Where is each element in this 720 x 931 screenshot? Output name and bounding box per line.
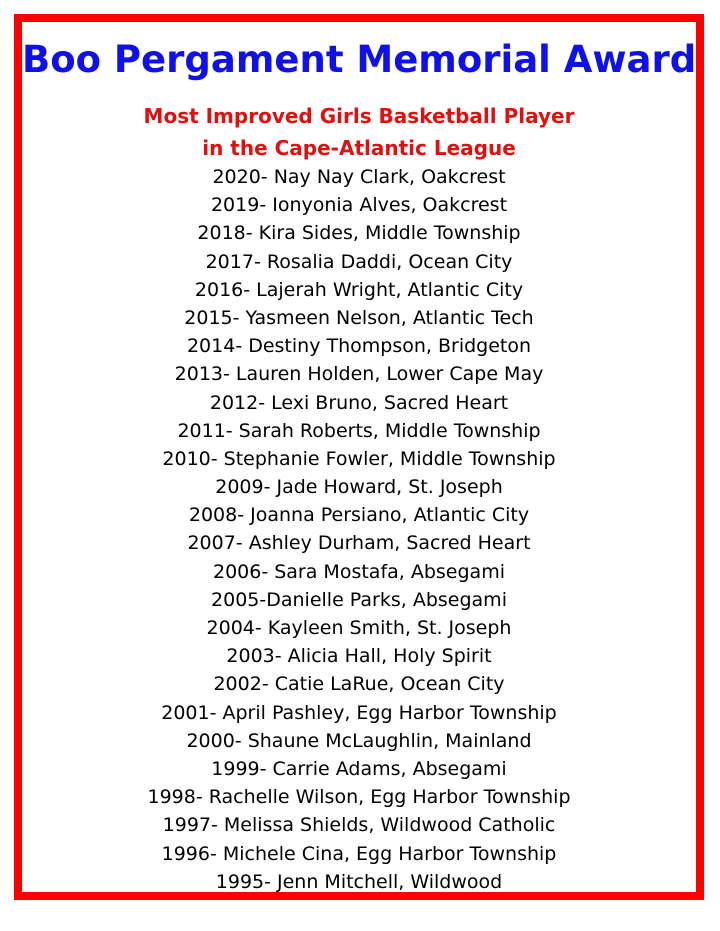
winner-entry: 2015- Yasmeen Nelson, Atlantic Tech [184,306,534,329]
winner-entry: 2014- Destiny Thompson, Bridgeton [186,335,532,358]
winner-entry: 1998- Rachelle Wilson, Egg Harbor Township [147,786,571,809]
winner-entry: 2013- Lauren Holden, Lower Cape May [174,363,544,386]
winner-entry: 2001- April Pashley, Egg Harbor Township [161,701,557,724]
winner-entry: 2010- Stephanie Fowler, Middle Township [162,447,556,470]
winner-entry: 2017- Rosalia Daddi, Ocean City [205,250,513,273]
award-title: Boo Pergament Memorial Award [22,38,697,81]
winner-entry: 1995- Jenn Mitchell, Wildwood [215,870,503,893]
winner-entry: 2002- Catie LaRue, Ocean City [213,673,505,696]
winner-entry: 2020- Nay Nay Clark, Oakcrest [212,166,506,188]
winner-entry: 2019- Ionyonia Alves, Oakcrest [210,194,508,217]
winner-entry: 1997- Melissa Shields, Wildwood Catholic [162,814,556,837]
winner-entry: 2006- Sara Mostafa, Absegami [212,560,505,583]
winner-entry: 2012- Lexi Bruno, Sacred Heart [209,391,509,414]
winner-entry: 2018- Kira Sides, Middle Township [197,222,521,245]
winner-entry: 2007- Ashley Durham, Sacred Heart [187,532,531,555]
winner-entry: 2003- Alicia Hall, Holy Spirit [226,645,492,668]
award-border-frame [14,14,704,900]
winner-entry: 1999- Carrie Adams, Absegami [211,757,507,780]
winner-list [22,163,696,896]
winner-entry: 2000- Shaune McLaughlin, Mainland [186,729,532,752]
winner-entry: 2011- Sarah Roberts, Middle Township [177,419,541,442]
subtitle-line-1: Most Improved Girls Basketball Player [143,104,575,128]
award-subtitle [22,100,696,164]
winner-entry: 2004- Kayleen Smith, St. Joseph [206,617,512,639]
subtitle-line-2: in the Cape-Atlantic League [202,136,516,160]
winner-entry: 2009- Jade Howard, St. Joseph [215,476,503,499]
winner-entry: 2008- Joanna Persiano, Atlantic City [188,504,530,527]
winner-entry: 1996- Michele Cina, Egg Harbor Township [161,842,557,865]
winner-entry: 2005-Danielle Parks, Absegami [211,588,507,611]
winner-entry: 2016- Lajerah Wright, Atlantic City [194,278,524,301]
